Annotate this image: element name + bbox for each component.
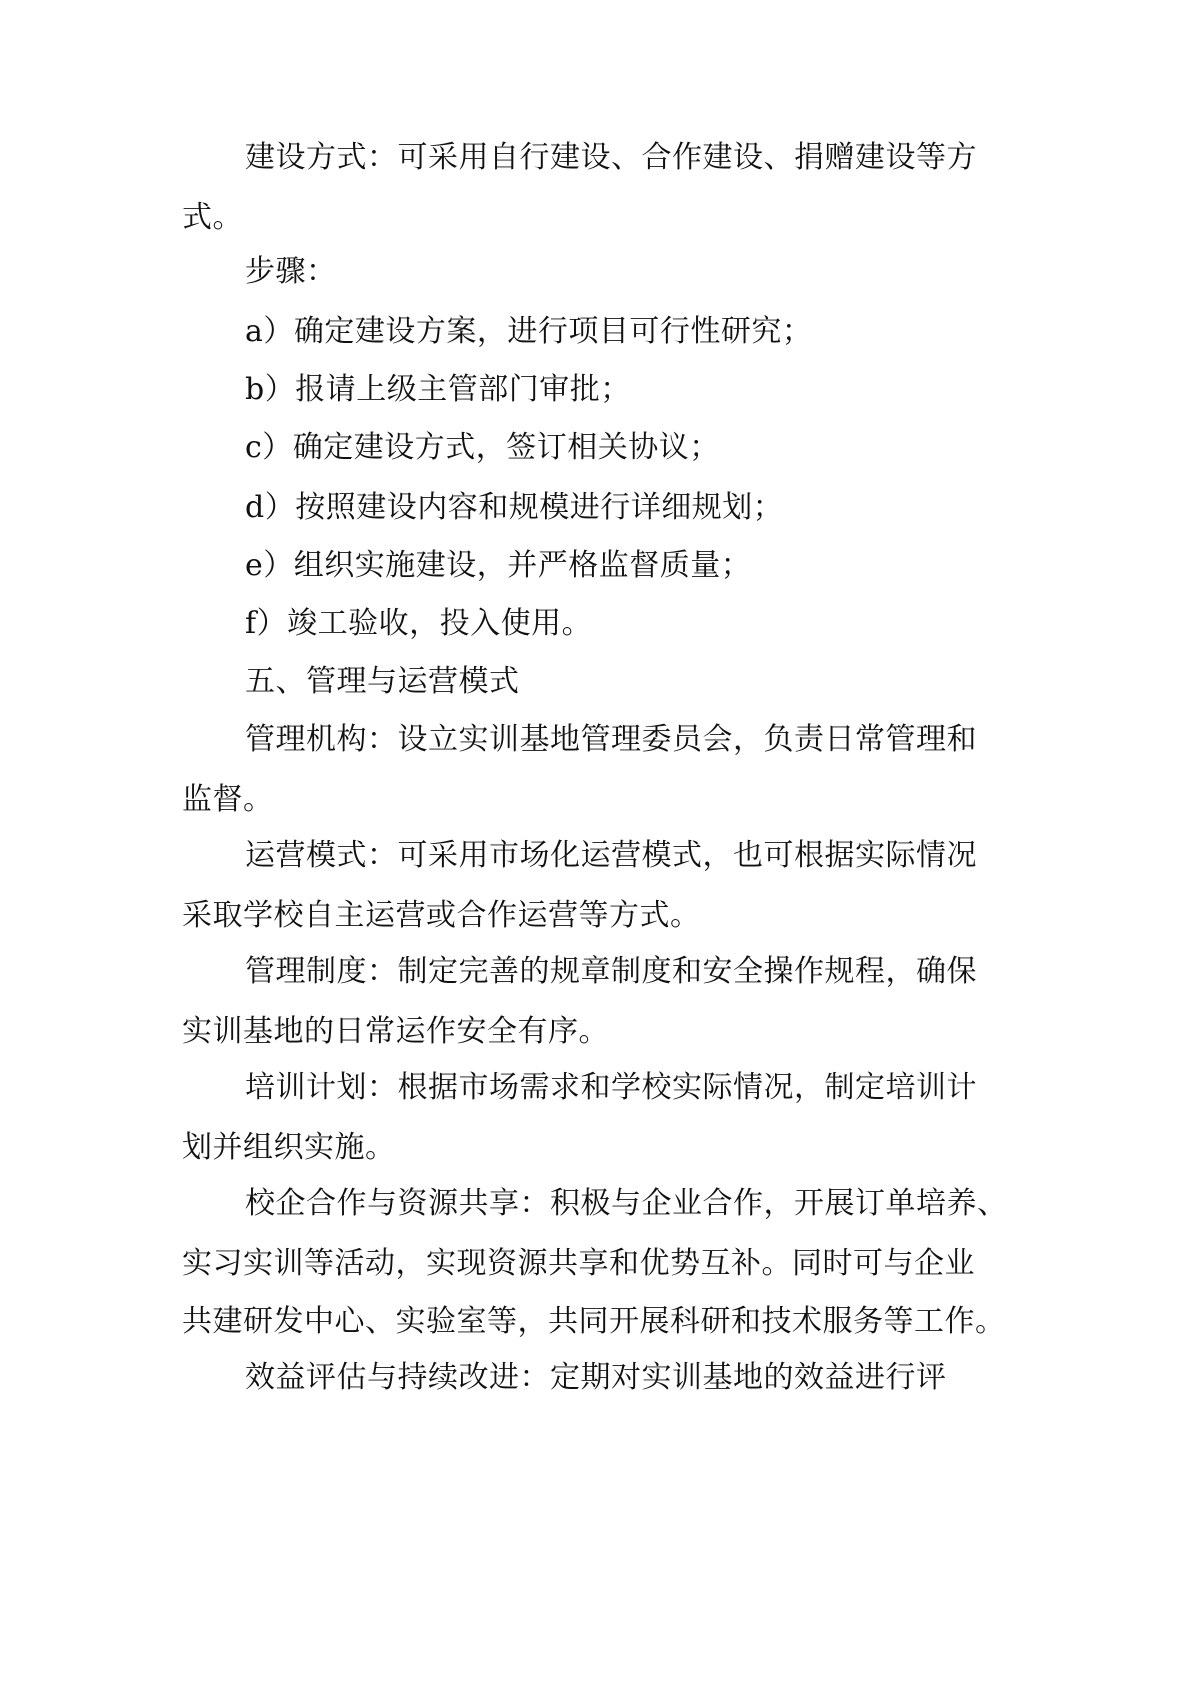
school-enterprise-line-2: 实习实训等活动，实现资源共享和优势互补。同时可与企业: [182, 1246, 975, 1281]
step-d: d）按照建设内容和规模进行详细规划；: [245, 490, 784, 525]
management-body-line-2: 监督。: [182, 782, 274, 817]
operation-mode-line-1: 运营模式：可采用市场化运营模式，也可根据实际情况: [245, 838, 977, 873]
construction-method-line-1: 建设方式：可采用自行建设、合作建设、捐赠建设等方: [245, 140, 977, 175]
steps-heading: 步骤：: [245, 254, 337, 289]
step-b: b）报请上级主管部门审批；: [245, 372, 631, 407]
benefit-evaluation-line-1: 效益评估与持续改进：定期对实训基地的效益进行评: [245, 1360, 947, 1395]
section-heading-management: 五、管理与运营模式: [245, 664, 520, 699]
management-rules-line-1: 管理制度：制定完善的规章制度和安全操作规程，确保: [245, 954, 977, 989]
management-body-line-1: 管理机构：设立实训基地管理委员会，负责日常管理和: [245, 722, 977, 757]
step-f: f）竣工验收，投入使用。: [245, 606, 593, 641]
training-plan-line-2: 划并组织实施。: [182, 1130, 396, 1165]
management-rules-line-2: 实训基地的日常运作安全有序。: [182, 1014, 609, 1049]
training-plan-line-1: 培训计划：根据市场需求和学校实际情况，制定培训计: [245, 1070, 977, 1105]
school-enterprise-line-1: 校企合作与资源共享：积极与企业合作，开展订单培养、: [245, 1186, 1008, 1221]
step-e: e）组织实施建设，并严格监督质量；: [245, 548, 752, 583]
step-c: c）确定建设方式，签订相关协议；: [245, 430, 720, 465]
school-enterprise-line-3: 共建研发中心、实验室等，共同开展科研和技术服务等工作。: [182, 1304, 1006, 1339]
construction-method-line-2: 式。: [182, 200, 243, 235]
operation-mode-line-2: 采取学校自主运营或合作运营等方式。: [182, 898, 701, 933]
step-a: a）确定建设方案，进行项目可行性研究；: [245, 314, 813, 349]
